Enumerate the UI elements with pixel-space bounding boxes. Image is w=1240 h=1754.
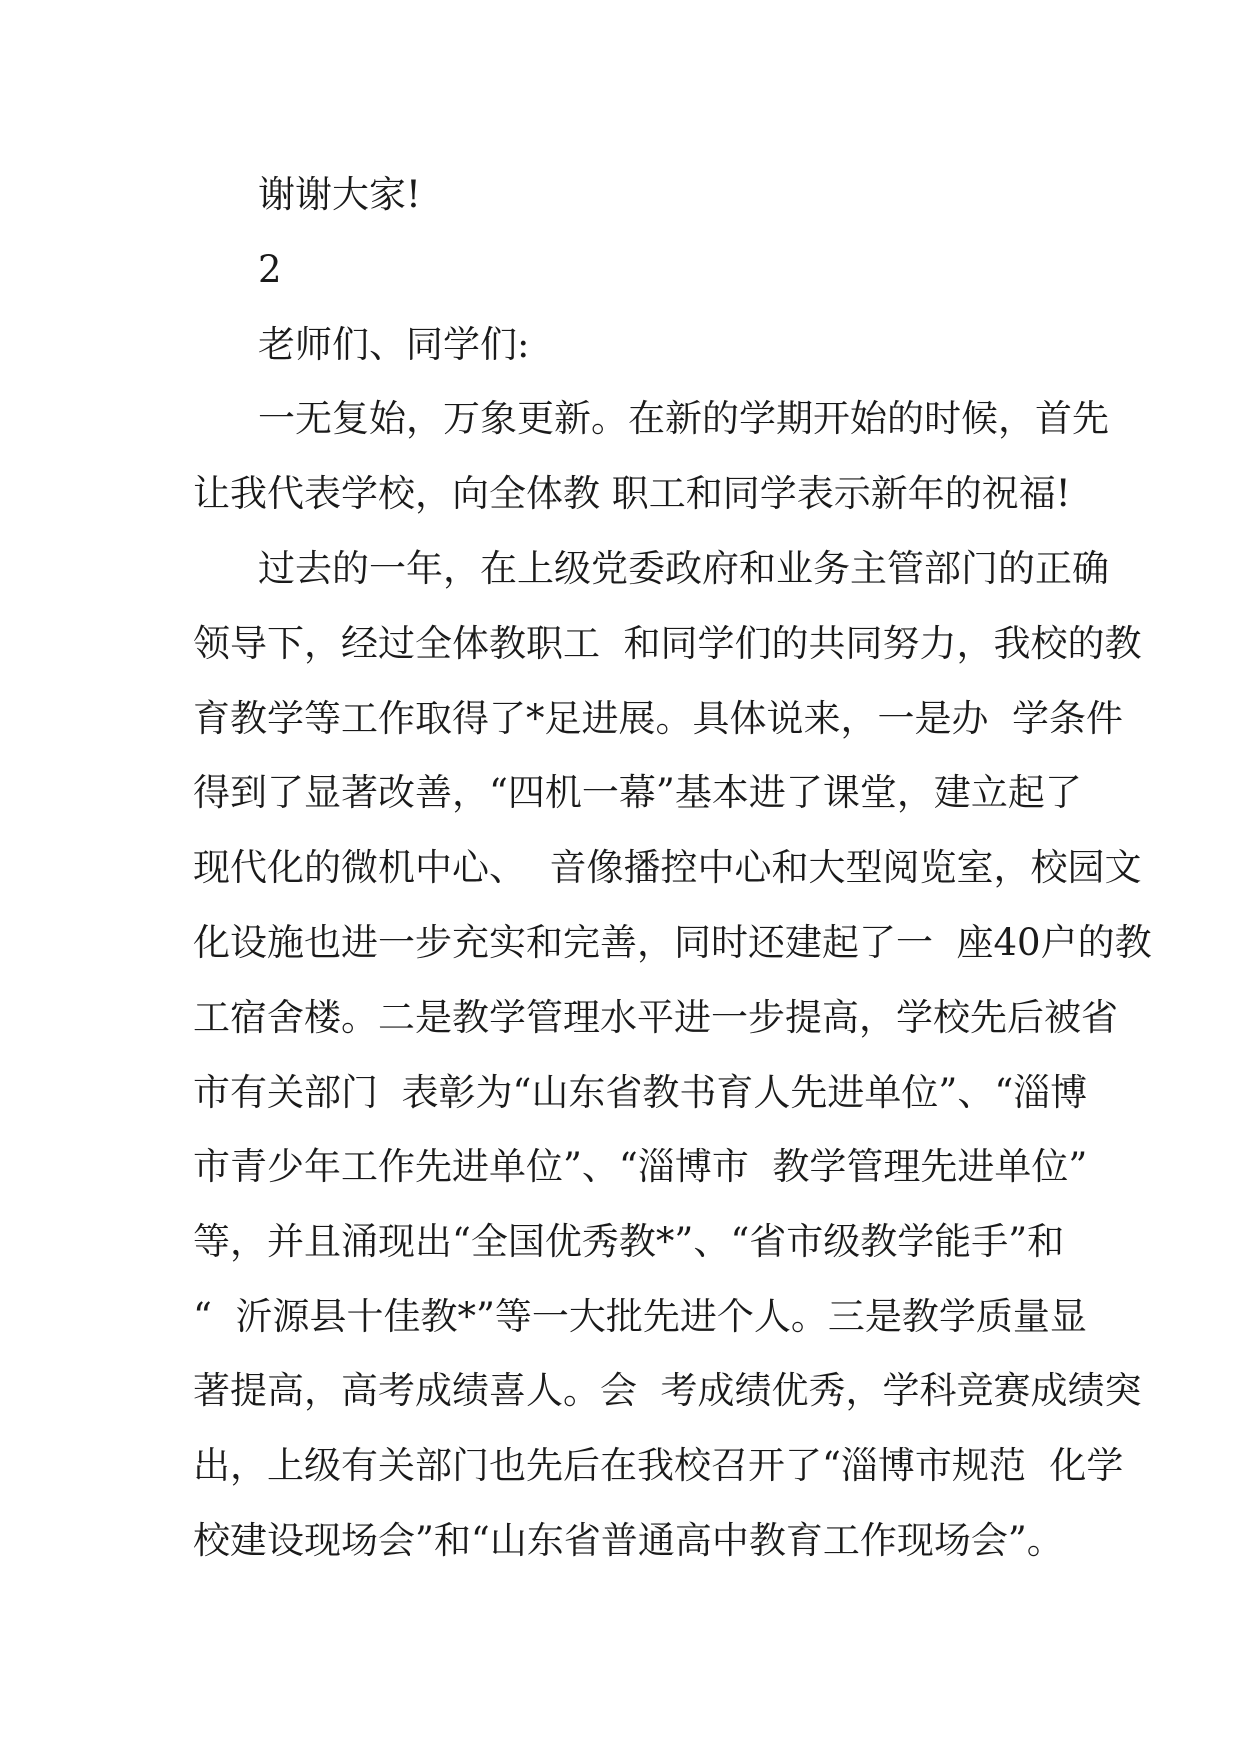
body-line: “ 沂源县十佳教*”等一大批先进个人。三是教学质量显 xyxy=(193,1295,1087,1338)
body-line: 得到了显著改善，“四机一幕”基本进了课堂，建立起了 xyxy=(193,771,1082,814)
body-line: 工宿舍楼。二是教学管理水平进一步提高，学校先后被省 xyxy=(193,996,1118,1039)
salutation: 老师们、同学们: xyxy=(258,323,530,366)
body-line: 领导下，经过全体教职工 和同学们的共同努力，我校的教 xyxy=(193,622,1142,665)
body-line: 市有关部门 表彰为“山东省教书育人先进单位”、“淄博 xyxy=(193,1071,1088,1114)
body-line: 等，并且涌现出“全国优秀教*”、“省市级教学能手”和 xyxy=(193,1220,1065,1263)
body-line: 过去的一年，在上级党委政府和业务主管部门的正确 xyxy=(258,547,1109,590)
body-line: 一无复始，万象更新。在新的学期开始的时候，首先 xyxy=(258,397,1109,440)
body-line: 出，上级有关部门也先后在我校召开了“淄博市规范 化学 xyxy=(193,1444,1124,1487)
body-line: 校建设现场会”和“山东省普通高中教育工作现场会”。 xyxy=(193,1519,1064,1562)
body-line: 让我代表学校，向全体教 职工和同学表示新年的祝福! xyxy=(193,472,1071,515)
body-line: 现代化的微机中心、 音像播控中心和大型阅览室，校园文 xyxy=(193,846,1142,889)
body-line: 市青少年工作先进单位”、“淄博市 教学管理先进单位” xyxy=(193,1145,1088,1188)
closing-line: 谢谢大家! xyxy=(258,173,421,216)
section-number: 2 xyxy=(258,248,282,291)
body-line: 育教学等工作取得了*足进展。具体说来，一是办 学条件 xyxy=(193,697,1124,740)
body-line: 著提高，高考成绩喜人。会 考成绩优秀，学科竞赛成绩突 xyxy=(193,1369,1142,1412)
body-line: 化设施也进一步充实和完善，同时还建起了一 座40户的教 xyxy=(193,921,1152,964)
